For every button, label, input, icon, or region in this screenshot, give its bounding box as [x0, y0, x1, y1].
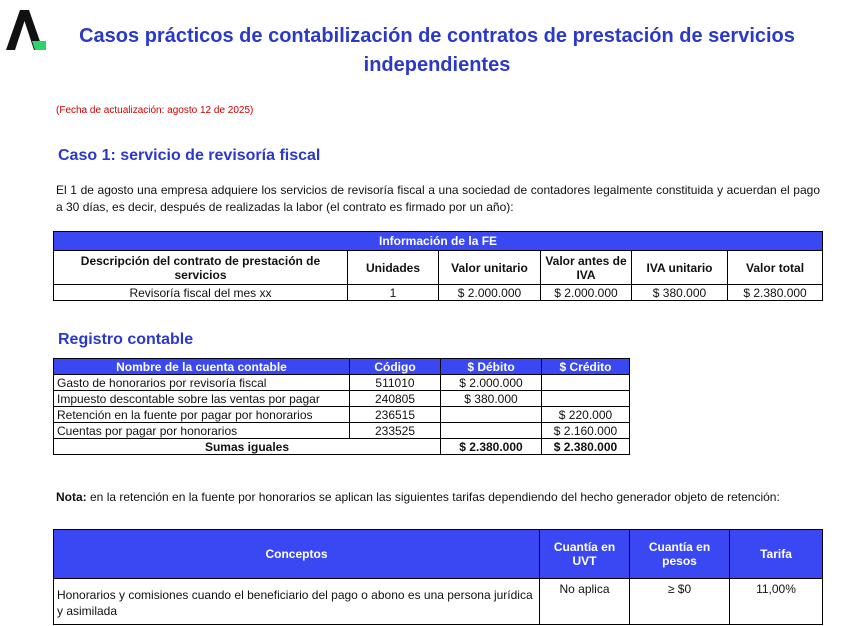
logo-icon	[4, 8, 46, 52]
registro-header-debito: $ Débito	[441, 359, 542, 375]
table-cell: 240805	[350, 391, 441, 407]
note-label: Nota:	[56, 490, 87, 504]
table-cell	[441, 423, 542, 439]
table-cell: $ 220.000	[542, 407, 630, 423]
table-cell: Honorarios y comisiones cuando el beneficiario del pago o abono es una persona jurídica y asimilada	[54, 579, 540, 625]
table-cell: Impuesto descontable sobre las ventas por pagar	[54, 391, 350, 407]
table-cell: Revisoría fiscal del mes xx	[54, 285, 348, 301]
totals-debit: $ 2.380.000	[441, 439, 542, 455]
totals-credit: $ 2.380.000	[542, 439, 630, 455]
table-cell: 1	[348, 285, 439, 301]
table-cell	[542, 375, 630, 391]
table-cell: Gasto de honorarios por revisoría fiscal	[54, 375, 350, 391]
tarifas-table	[53, 529, 823, 625]
table-cell: Retención en la fuente por pagar por honorarios	[54, 407, 350, 423]
table-cell: 236515	[350, 407, 441, 423]
table-cell: $ 2.160.000	[542, 423, 630, 439]
table-cell: 11,00%	[730, 579, 823, 625]
table-cell: No aplica	[540, 579, 630, 625]
table-cell	[441, 407, 542, 423]
table-cell: 233525	[350, 423, 441, 439]
table-cell: $ 380.000	[632, 285, 728, 301]
fe-header-valor-unitario: Valor unitario	[439, 251, 541, 285]
registro-heading: Registro contable	[58, 331, 194, 348]
fe-header-descripcion: Descripción del contrato de prestación de servicios	[54, 251, 348, 285]
table-cell	[542, 391, 630, 407]
table-cell: $ 380.000	[441, 391, 542, 407]
fe-header-valor-antes-iva: Valor antes de IVA	[541, 251, 632, 285]
fe-header-unidades: Unidades	[348, 251, 439, 285]
note-text: en la retención en la fuente por honorarios se aplican las siguientes tarifas dependiendo del hecho generador objeto de retención:	[86, 490, 780, 504]
table-cell: $ 2.000.000	[439, 285, 541, 301]
table-row	[54, 285, 823, 301]
fe-header-valor-total: Valor total	[728, 251, 823, 285]
case1-paragraph: El 1 de agosto una empresa adquiere los servicios de revisoría fiscal a una sociedad de contadores legalmente constituida y acuerdan el pago a 30 días, es decir, después de realizadas la labor (el contrato es firmado por un año):	[56, 183, 820, 214]
table-row	[54, 407, 630, 423]
note-paragraph	[56, 489, 820, 506]
registro-header-codigo: Código	[350, 359, 441, 375]
registro-header-cuenta: Nombre de la cuenta contable	[54, 359, 350, 375]
table-cell: Cuentas por pagar por honorarios	[54, 423, 350, 439]
tarifas-header-tarifa: Tarifa	[730, 530, 823, 579]
page-title: Casos prácticos de contabilización de contratos de prestación de servicios independientes	[79, 25, 795, 76]
registro-table	[53, 358, 630, 455]
table-row	[54, 423, 630, 439]
table-cell: ≥ $0	[630, 579, 730, 625]
table-cell: $ 2.380.000	[728, 285, 823, 301]
table-row	[54, 391, 630, 407]
totals-row	[54, 439, 630, 455]
fe-table-caption: Información de la FE	[54, 232, 823, 251]
table-cell: 511010	[350, 375, 441, 391]
table-row	[54, 579, 823, 625]
totals-label: Sumas iguales	[54, 439, 441, 455]
tarifas-header-conceptos: Conceptos	[54, 530, 540, 579]
table-cell: $ 2.000.000	[441, 375, 542, 391]
fe-table	[53, 231, 823, 301]
tarifas-header-cuantia-pesos: Cuantía en pesos	[630, 530, 730, 579]
table-row	[54, 375, 630, 391]
fe-header-iva-unitario: IVA unitario	[632, 251, 728, 285]
registro-header-credito: $ Crédito	[542, 359, 630, 375]
tarifas-header-cuantia-uvt: Cuantía en UVT	[540, 530, 630, 579]
update-date: (Fecha de actualización: agosto 12 de 2025)	[56, 105, 254, 116]
table-cell: $ 2.000.000	[541, 285, 632, 301]
case1-heading: Caso 1: servicio de revisoría fiscal	[58, 147, 321, 164]
